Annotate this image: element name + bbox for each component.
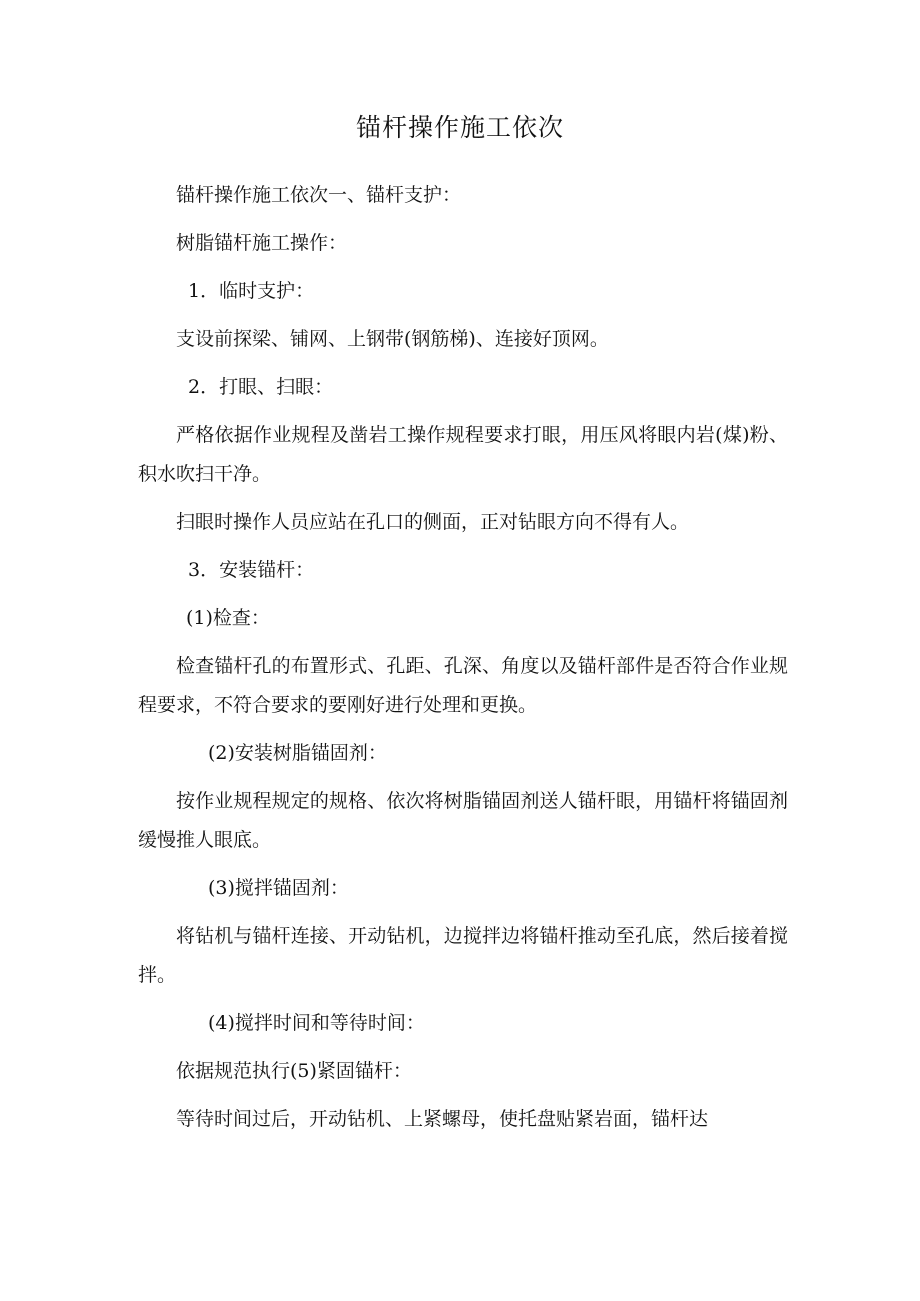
paragraph: 扫眼时操作人员应站在孔口的侧面，正对钻眼方向不得有人。: [176, 511, 690, 533]
paragraph: 依据规范执行(5)紧固锚杆：: [176, 1060, 412, 1082]
paragraph: 等待时间过后，开动钻机、上紧螺母，使托盘贴紧岩面，锚杆达: [176, 1108, 709, 1130]
paragraph: 树脂锚杆施工操作：: [176, 232, 348, 254]
subheading: (1)检查：: [186, 607, 270, 629]
list-heading: 3．安装锚杆：: [188, 559, 315, 581]
paragraph: 严格依据作业规程及凿岩工操作规程要求打眼，用压风将眼内岩(煤)粉、积水吹扫干净。: [138, 424, 788, 485]
subheading: (3)搅拌锚固剂：: [208, 877, 349, 899]
subheading: (2)安装树脂锚固剂：: [208, 742, 387, 764]
document-title: 锚杆操作施工依次: [355, 113, 564, 142]
paragraph: 检查锚杆孔的布置形式、孔距、孔深、角度以及锚杆部件是否符合作业规程要求，不符合要求的要刚好进行处理和更换。: [138, 655, 788, 716]
list-heading: 1．临时支护：: [188, 280, 315, 302]
subheading: (4)搅拌时间和等待时间：: [208, 1012, 425, 1034]
document-body: [138, 176, 788, 1148]
list-heading: 2．打眼、扫眼：: [188, 376, 334, 398]
paragraph: 支设前探梁、铺网、上钢带(钢筋梯)、连接好顶网。: [176, 328, 609, 350]
paragraph: 按作业规程规定的规格、依次将树脂锚固剂送人锚杆眼，用锚杆将锚固剂缓慢推人眼底。: [138, 790, 788, 851]
paragraph: 将钻机与锚杆连接、开动钻机，边搅拌边将锚杆推动至孔底，然后接着搅拌。: [138, 925, 788, 986]
paragraph: 锚杆操作施工依次一、锚杆支护：: [176, 184, 462, 206]
